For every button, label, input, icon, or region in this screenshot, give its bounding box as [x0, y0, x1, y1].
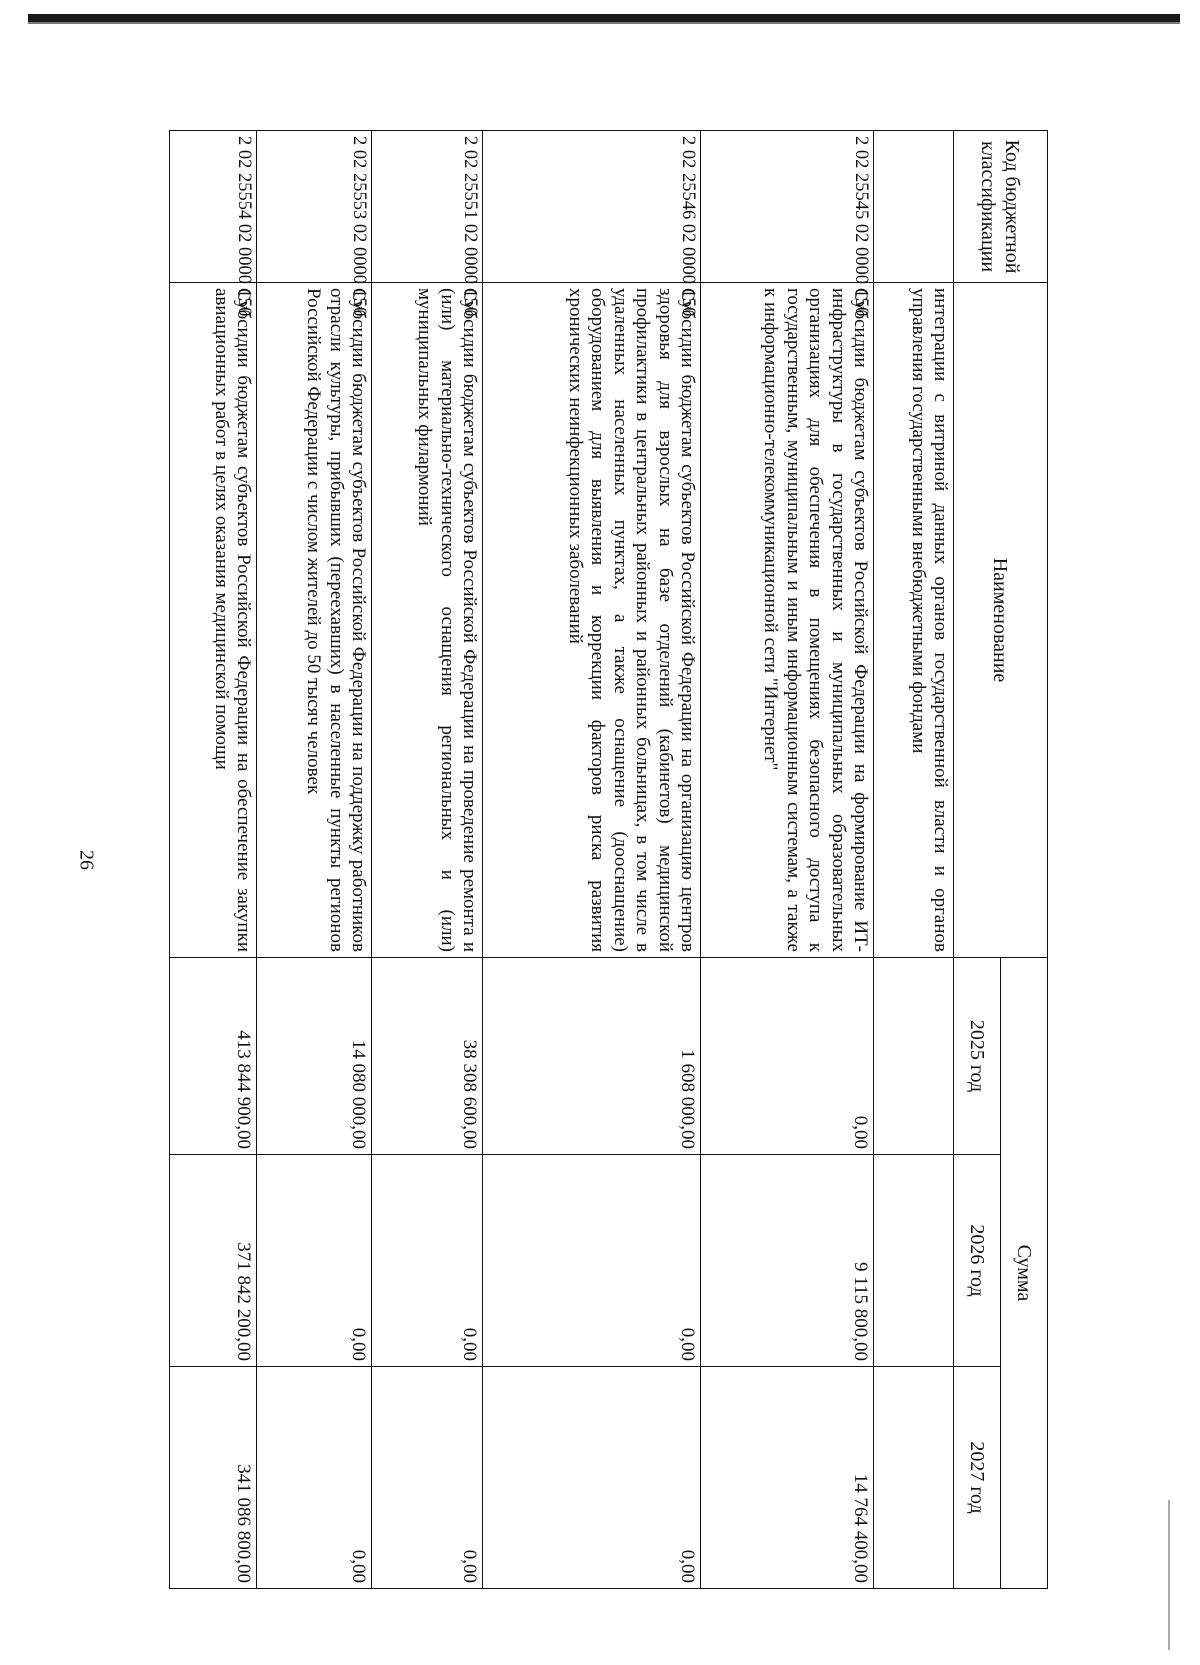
row-amount-2026: 0,00	[483, 1155, 701, 1367]
row-amount-2026: 371 842 200,00	[170, 1155, 257, 1367]
row-amount-2026	[874, 1155, 954, 1367]
row-code	[874, 131, 954, 283]
row-amount-2027: 0,00	[483, 1367, 701, 1589]
table-row	[483, 131, 701, 1589]
table-row	[701, 131, 874, 1589]
row-code: 2 02 25545 02 0000 150	[701, 131, 874, 283]
row-code: 2 02 25551 02 0000 150	[372, 131, 483, 283]
scan-top-border	[28, 14, 1180, 22]
row-amount-2027	[874, 1367, 954, 1589]
header-name: Наименование	[954, 283, 1048, 958]
row-amount-2027: 341 086 800,00	[170, 1367, 257, 1589]
row-amount-2025: 0,00	[701, 958, 874, 1155]
row-amount-2026: 9 115 800,00	[701, 1155, 874, 1367]
scan-top-border-shadow	[28, 22, 1180, 24]
row-amount-2025: 14 080 000,00	[257, 958, 372, 1155]
row-amount-2026: 0,00	[372, 1155, 483, 1367]
row-amount-2025: 413 844 900,00	[170, 958, 257, 1155]
row-name: Субсидии бюджетам субъектов Российской Федерации на поддержку работников отрасли культуры, прибывших (переехавших) в населенные пункты регионов Российской Федерации с числом жителей до 50 тысяч человек	[257, 283, 372, 958]
row-name: Субсидии бюджетам субъектов Российской Федерации на организацию центров здоровья для взрослых на базе отделений (кабинетов) медицинской профилактики в центральных районных и районных больницах, в том числе в удаленных населенных пунктах, а также оснащение (дооснащение) оборудованием для выявления и коррекции факторов риска развития хронических неинфекционных заболеваний	[483, 283, 701, 958]
row-amount-2025: 38 308 600,00	[372, 958, 483, 1155]
budget-table-container	[170, 130, 1048, 1588]
header-code: Код бюджетной классификации	[954, 131, 1048, 283]
row-name: Субсидии бюджетам субъектов Российской Федерации на формирование ИТ-инфраструктуры в государственных и муниципальных образовательных организациях для обеспечения в помещениях безопасного доступа к государственным, муниципальным и иным информационным системам, а также к информационно-телекоммуникационной сети "Интернет"	[701, 283, 874, 958]
header-year-2025: 2025 год	[954, 958, 1001, 1155]
row-name: Субсидии бюджетам субъектов Российской Федерации на обеспечение закупки авиационных работ в целях оказания медицинской помощи	[170, 283, 257, 958]
header-year-2026: 2026 год	[954, 1155, 1001, 1367]
header-year-2027: 2027 год	[954, 1367, 1001, 1589]
scan-edge-mark	[1168, 1500, 1170, 1650]
table-row	[257, 131, 372, 1589]
row-amount-2027: 0,00	[257, 1367, 372, 1589]
row-name: интеграции с витриной данных органов государственной власти и органов управления государственными внебюджетными фондами	[874, 283, 954, 958]
page-number: 26	[75, 850, 98, 870]
row-code: 2 02 25553 02 0000 150	[257, 131, 372, 283]
row-code: 2 02 25554 02 0000 150	[170, 131, 257, 283]
row-amount-2027: 14 764 400,00	[701, 1367, 874, 1589]
row-amount-2025: 1 608 000,00	[483, 958, 701, 1155]
table-row	[372, 131, 483, 1589]
row-name: Субсидии бюджетам субъектов Российской Федерации на проведение ремонта и (или) материально-технического оснащения региональных и (или) муниципальных филармоний	[372, 283, 483, 958]
row-amount-2025	[874, 958, 954, 1155]
table-row	[170, 131, 257, 1589]
row-amount-2027: 0,00	[372, 1367, 483, 1589]
budget-table	[169, 130, 1048, 1589]
header-sum: Сумма	[1001, 958, 1048, 1589]
row-amount-2026: 0,00	[257, 1155, 372, 1367]
table-row	[874, 131, 954, 1589]
row-code: 2 02 25546 02 0000 150	[483, 131, 701, 283]
